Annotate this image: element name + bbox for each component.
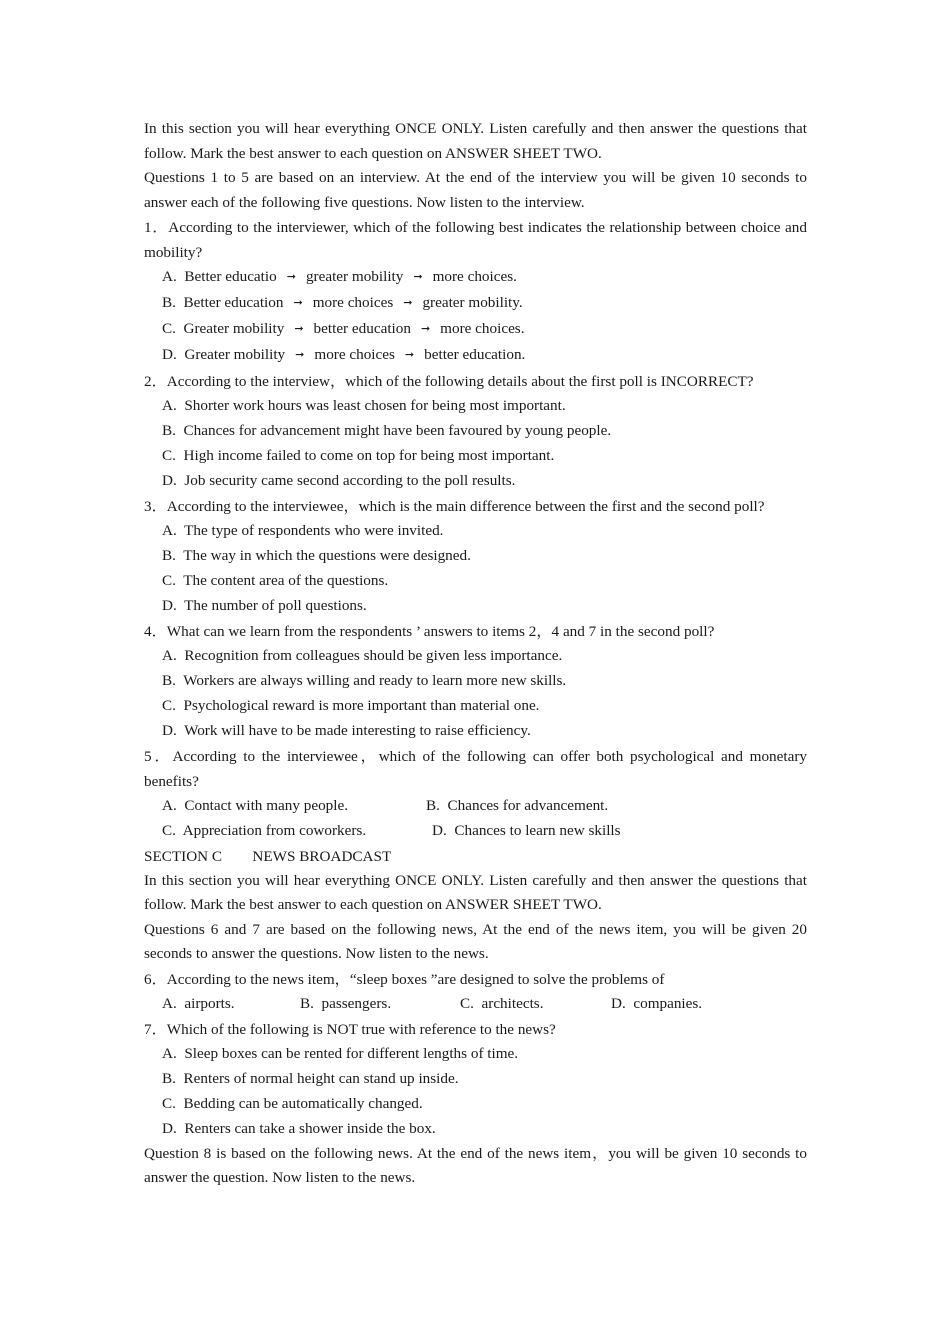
question-5-options-row-1 — [162, 794, 807, 819]
question-5-option-c: C. Appreciation from coworkers. — [162, 821, 367, 839]
arrow-icon: ➞ — [420, 323, 431, 336]
question-8-intro: Question 8 is based on the following news. At the end of the news item，you will be given 10 seconds to answer the question. Now listen to the news. — [144, 1144, 807, 1187]
question-3-option-d: D. The number of poll questions. — [162, 596, 367, 614]
question-2-option-c: C. High income failed to come on top for being most important. — [162, 447, 555, 465]
question-6-option-c: C. architects. — [460, 994, 544, 1012]
arrow-icon: ➞ — [294, 323, 304, 336]
question-2-option-a: A. Shorter work hours was least chosen for being most important. — [162, 397, 566, 415]
question-3-option-c: C. The content area of the questions. — [162, 571, 389, 589]
question-5-option-a: A. Contact with many people. — [162, 796, 349, 814]
question-2-option-d: D. Job security came second according to the poll results. — [162, 471, 516, 489]
question-5-option-d: D. Chances to learn new skills — [432, 821, 621, 839]
questions-6-7-intro: Questions 6 and 7 are based on the following news, At the end of the news item, you will be given 20 seconds to answer the questions. Now listen to the news. — [144, 920, 807, 963]
question-3-option-b: B. The way in which the questions were designed. — [162, 546, 471, 564]
question-4-stem: 4．What can we learn from the respondents ’ answers to items 2，4 and 7 in the second poll? — [144, 622, 715, 640]
section-c-heading: SECTION C NEWS BROADCAST — [144, 847, 392, 865]
question-1-option-a: A. Better educatio ➞ greater mobility ➞ more choices. — [162, 265, 807, 291]
question-4-option-b: B. Workers are always willing and ready to learn more new skills. — [162, 671, 567, 689]
question-1-stem: 1．According to the interviewer, which of the following best indicates the relationship between choice and mobility? — [144, 219, 807, 262]
arrow-icon: ➞ — [413, 271, 423, 284]
question-1-option-b: B. Better education ➞ more choices ➞ greater mobility. — [162, 291, 807, 317]
section-b-instructions: In this section you will hear everything ONCE ONLY. Listen carefully and then answer the questions that follow. Mark the best answer to each question on ANSWER SHEET TWO. — [144, 120, 807, 162]
question-5-option-b: B. Chances for advancement. — [426, 796, 609, 814]
question-6-option-d: D. companies. — [611, 994, 703, 1012]
arrow-icon: ➞ — [404, 349, 415, 362]
question-7-option-d: D. Renters can take a shower inside the box. — [162, 1119, 436, 1137]
question-5-options-row-2 — [162, 819, 807, 844]
question-7-option-a: A. Sleep boxes can be rented for different lengths of time. — [162, 1045, 519, 1063]
question-7-option-c: C. Bedding can be automatically changed. — [162, 1094, 423, 1112]
arrow-icon: ➞ — [403, 297, 413, 310]
question-2-stem: 2．According to the interview，which of the following details about the first poll is INCORRECT? — [144, 373, 754, 391]
section-c-instructions: In this section you will hear everything ONCE ONLY. Listen carefully and then answer the questions that follow. Mark the best answer to each question on ANSWER SHEET TWO. — [144, 871, 807, 914]
question-7-option-b: B. Renters of normal height can stand up inside. — [162, 1069, 459, 1087]
exam-page — [144, 117, 807, 1191]
question-6-options-row — [162, 992, 807, 1017]
question-1-option-d: D. Greater mobility ➞ more choices ➞ better education. — [162, 343, 807, 369]
question-6-option-b: B. passengers. — [300, 994, 392, 1012]
question-1-option-c: C. Greater mobility ➞ better education ➞ more choices. — [162, 317, 807, 343]
question-7-stem: 7．Which of the following is NOT true with reference to the news? — [144, 1020, 556, 1038]
arrow-icon: ➞ — [286, 271, 296, 284]
arrow-icon: ➞ — [295, 349, 305, 362]
questions-1-5-intro: Questions 1 to 5 are based on an interview. At the end of the interview you will be given 10 seconds to answer each of the following five questions. Now listen to the interview. — [144, 169, 807, 211]
question-5-stem: 5．According to the interviewee，which of the following can offer both psychological and monetary benefits? — [144, 747, 807, 790]
question-4-option-c: C. Psychological reward is more important than material one. — [162, 696, 540, 714]
question-2-option-b: B. Chances for advancement might have been favoured by young people. — [162, 422, 612, 440]
question-6-option-a: A. airports. — [162, 994, 235, 1012]
question-3-option-a: A. The type of respondents who were invited. — [162, 522, 444, 540]
arrow-icon: ➞ — [293, 297, 303, 310]
question-4-option-a: A. Recognition from colleagues should be given less importance. — [162, 646, 563, 664]
question-3-stem: 3．According to the interviewee，which is the main difference between the first and the second poll? — [144, 497, 765, 515]
question-6-stem: 6．According to the news item，“sleep boxes ”are designed to solve the problems of — [144, 970, 665, 988]
question-4-option-d: D. Work will have to be made interesting to raise efficiency. — [162, 721, 531, 739]
